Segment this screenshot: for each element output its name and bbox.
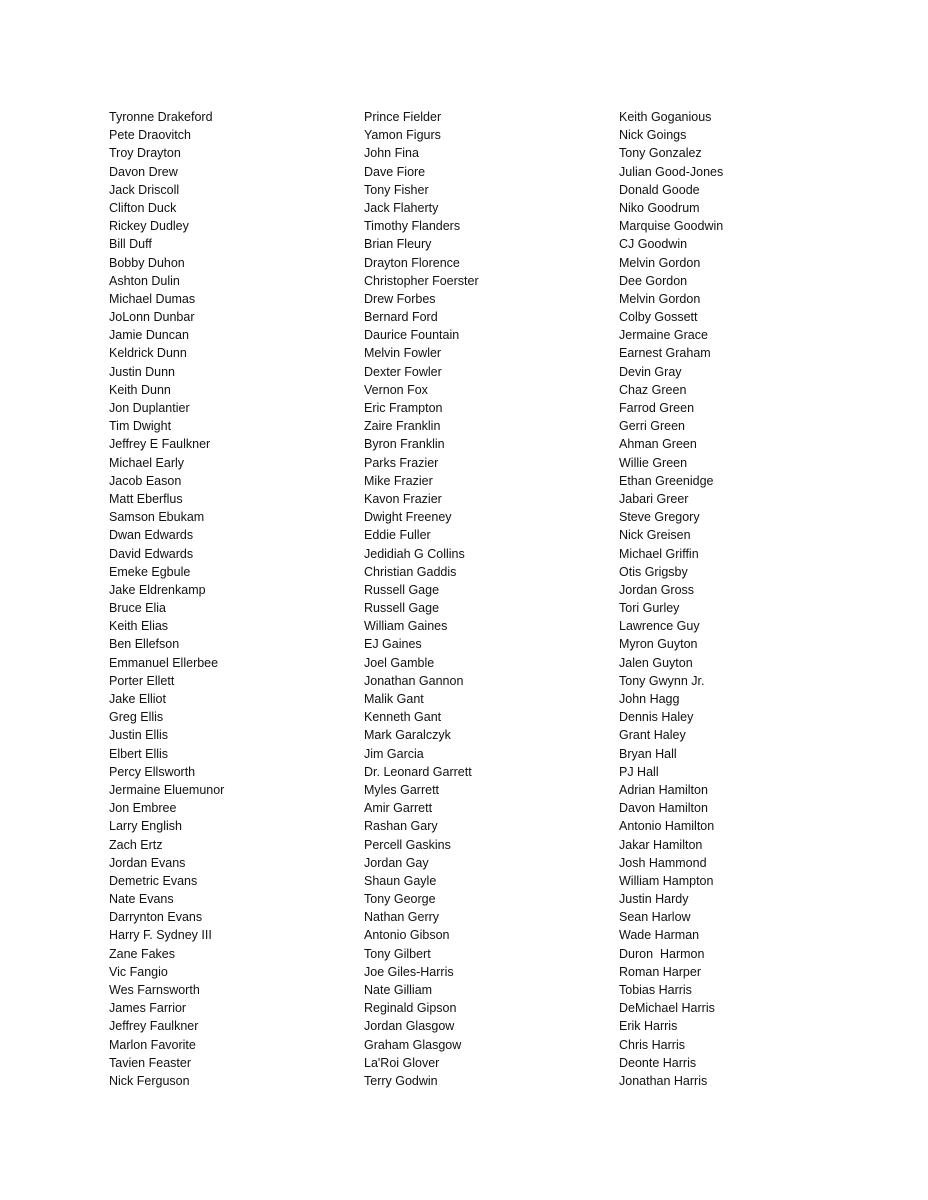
name-entry: Michael Griffin <box>619 546 699 561</box>
name-entry: Keith Dunn <box>109 382 171 397</box>
name-entry: Tyronne Drakeford <box>109 110 213 124</box>
name-entry: Terry Godwin <box>364 1073 438 1088</box>
name-entry: Tony Gonzalez <box>619 146 702 161</box>
name-entry: Keldrick Dunn <box>109 346 187 361</box>
name-entry: Nathan Gerry <box>364 910 440 925</box>
name-entry: Marlon Favorite <box>109 1037 196 1052</box>
name-entry: Tobias Harris <box>619 983 692 997</box>
name-entry: Darrynton Evans <box>109 910 203 925</box>
name-entry: Ahman Green <box>619 437 697 452</box>
name-entry: John Hagg <box>619 692 680 706</box>
name-entry: EJ Gaines <box>364 637 422 652</box>
name-entry: Reginald Gipson <box>364 1001 457 1016</box>
name-entry: JoLonn Dunbar <box>109 310 195 325</box>
name-entry: Kavon Frazier <box>364 491 442 506</box>
name-entry: Davon Hamilton <box>619 801 708 816</box>
name-entry: Antonio Gibson <box>364 928 450 943</box>
name-entry: Roman Harper <box>619 964 701 979</box>
name-entry: Jedidiah G Collins <box>364 546 465 561</box>
name-entry: Zane Fakes <box>109 946 176 961</box>
name-entry: Zaire Franklin <box>364 419 441 434</box>
name-entry: Dee Gordon <box>619 273 688 288</box>
name-entry: Jordan Evans <box>109 855 186 870</box>
name-entry: Marquise Goodwin <box>619 219 724 234</box>
name-entry: Tony George <box>364 892 436 907</box>
name-entry: Pete Draovitch <box>109 128 191 143</box>
name-entry: Elbert Ellis <box>109 746 169 761</box>
name-entry: Tony Gilbert <box>364 946 431 961</box>
name-entry: Chris Harris <box>619 1037 685 1052</box>
name-entry: Demetric Evans <box>109 873 198 888</box>
name-entry: Mark Garalczyk <box>364 728 451 743</box>
name-entry: Jonathan Gannon <box>364 673 464 688</box>
name-entry: Antonio Hamilton <box>619 819 715 834</box>
name-entry: Greg Ellis <box>109 710 164 725</box>
name-entry: Vernon Fox <box>364 382 428 397</box>
name-entry: Drayton Florence <box>364 255 460 270</box>
name-entry: Devin Gray <box>619 364 682 379</box>
name-entry: Julian Good-Jones <box>619 164 724 179</box>
name-entry: Christopher Foerster <box>364 273 479 288</box>
name-entry: Bryan Hall <box>619 746 677 761</box>
name-entry: Chaz Green <box>619 382 687 397</box>
name-entry: Donald Goode <box>619 182 700 197</box>
name-entry: Otis Grigsby <box>619 564 688 579</box>
name-entry: Jonathan Harris <box>619 1073 708 1088</box>
name-entry: Dennis Haley <box>619 710 694 725</box>
name-entry: Eddie Fuller <box>364 528 431 543</box>
name-entry: Ethan Greenidge <box>619 473 714 488</box>
name-entry: Drew Forbes <box>364 291 436 306</box>
name-entry: Wade Harman <box>619 928 700 943</box>
name-entry: Jamie Duncan <box>109 328 189 343</box>
name-entry: James Farrior <box>109 1001 187 1016</box>
name-entry: Larry English <box>109 819 182 834</box>
name-entry: Tony Fisher <box>364 182 429 197</box>
name-column-1 <box>109 108 349 1090</box>
name-entry: Nick Greisen <box>619 528 691 543</box>
name-entry: Samson Ebukam <box>109 510 205 525</box>
name-entry: Joel Gamble <box>364 655 435 670</box>
name-entry: Jalen Guyton <box>619 655 693 670</box>
name-entry: Zach Ertz <box>109 837 163 852</box>
name-entry: Adrian Hamilton <box>619 782 708 797</box>
name-entry: Dave Fiore <box>364 164 426 179</box>
name-entry: Myron Guyton <box>619 637 698 652</box>
name-entry: Jakar Hamilton <box>619 837 703 852</box>
name-entry: Dr. Leonard Garrett <box>364 764 472 779</box>
name-entry: Jake Elliot <box>109 692 166 706</box>
name-entry: La'Roi Glover <box>364 1055 440 1070</box>
name-entry: Justin Dunn <box>109 364 176 379</box>
name-entry: Timothy Flanders <box>364 219 461 234</box>
name-entry: Josh Hammond <box>619 855 707 870</box>
name-entry: William Hampton <box>619 873 714 888</box>
name-entry: Jon Duplantier <box>109 401 190 415</box>
name-entry: Mike Frazier <box>364 473 433 488</box>
name-entry: Jake Eldrenkamp <box>109 582 206 597</box>
name-entry: Russell Gage <box>364 582 440 597</box>
name-entry: Bill Duff <box>109 237 152 252</box>
name-entry: Lawrence Guy <box>619 619 700 634</box>
name-entry: Nate Gilliam <box>364 983 433 997</box>
name-entry: Jack Flaherty <box>364 200 439 215</box>
name-entry: Clifton Duck <box>109 200 177 215</box>
name-entry: Jordan Glasgow <box>364 1019 455 1034</box>
name-entry: Deonte Harris <box>619 1055 697 1070</box>
name-entry: Byron Franklin <box>364 437 445 452</box>
name-entry: Malik Gant <box>364 692 424 706</box>
name-entry: Troy Drayton <box>109 146 181 161</box>
name-entry: Tori Gurley <box>619 601 680 616</box>
name-entry: Michael Dumas <box>109 291 196 306</box>
name-entry: Jordan Gross <box>619 582 695 597</box>
name-entry: Dwan Edwards <box>109 528 194 543</box>
name-entry: Davon Drew <box>109 164 178 179</box>
name-entry: Erik Harris <box>619 1019 678 1034</box>
name-entry: Jacob Eason <box>109 473 182 488</box>
name-entry: Graham Glasgow <box>364 1037 462 1052</box>
name-entry: Ashton Dulin <box>109 273 180 288</box>
name-entry: Jermaine Eluemunor <box>109 782 225 797</box>
name-entry: Willie Green <box>619 455 688 470</box>
name-entry: Matt Eberflus <box>109 491 183 506</box>
name-entry: Amir Garrett <box>364 801 433 816</box>
name-entry: Vic Fangio <box>109 964 168 979</box>
name-entry: Jeffrey E Faulkner <box>109 437 211 452</box>
name-entry: Tony Gwynn Jr. <box>619 673 705 688</box>
name-entry: Jon Embree <box>109 801 177 816</box>
name-entry: Jabari Greer <box>619 491 689 506</box>
name-entry: Nate Evans <box>109 892 174 907</box>
name-entry: Gerri Green <box>619 419 685 434</box>
name-entry: Justin Ellis <box>109 728 169 743</box>
name-entry: Joe Giles-Harris <box>364 964 454 979</box>
name-entry: Melvin Fowler <box>364 346 442 361</box>
name-column-2 <box>364 108 604 1090</box>
name-entry: Colby Gossett <box>619 310 698 325</box>
name-entry: Nick Goings <box>619 128 687 143</box>
name-entry: Jermaine Grace <box>619 328 708 343</box>
name-entry: Harry F. Sydney III <box>109 928 212 943</box>
name-entry: Percy Ellsworth <box>109 764 196 779</box>
name-entry: Rickey Dudley <box>109 219 189 234</box>
name-entry: William Gaines <box>364 619 448 634</box>
name-entry: Farrod Green <box>619 401 695 415</box>
name-entry: Prince Fielder <box>364 110 442 124</box>
name-entry: Porter Ellett <box>109 673 175 688</box>
name-entry: Bruce Elia <box>109 601 166 616</box>
name-entry: Christian Gaddis <box>364 564 457 579</box>
name-entry: Jim Garcia <box>364 746 424 761</box>
name-entry: Grant Haley <box>619 728 686 743</box>
name-entry: Bobby Duhon <box>109 255 185 270</box>
name-entry: Rashan Gary <box>364 819 438 834</box>
name-entry: Keith Goganious <box>619 110 712 124</box>
name-entry: Melvin Gordon <box>619 255 701 270</box>
name-entry: DeMichael Harris <box>619 1001 715 1016</box>
name-entry: Bernard Ford <box>364 310 438 325</box>
name-entry: Parks Frazier <box>364 455 439 470</box>
name-entry: Emmanuel Ellerbee <box>109 655 219 670</box>
name-entry: Jack Driscoll <box>109 182 180 197</box>
name-entry: Shaun Gayle <box>364 873 437 888</box>
name-entry: Tavien Feaster <box>109 1055 191 1070</box>
name-entry: Steve Gregory <box>619 510 700 525</box>
name-entry: Emeke Egbule <box>109 564 191 579</box>
name-entry: Melvin Gordon <box>619 291 701 306</box>
name-entry: Ben Ellefson <box>109 637 180 652</box>
name-entry: Yamon Figurs <box>364 128 441 143</box>
name-column-3 <box>619 108 859 1090</box>
name-entry: Justin Hardy <box>619 892 689 907</box>
name-entry: Keith Elias <box>109 619 169 634</box>
name-entry: Nick Ferguson <box>109 1073 190 1088</box>
name-entry: David Edwards <box>109 546 194 561</box>
name-entry: Earnest Graham <box>619 346 711 361</box>
name-entry: Jeffrey Faulkner <box>109 1019 199 1034</box>
name-entry: Kenneth Gant <box>364 710 442 725</box>
name-entry: Jordan Gay <box>364 855 429 870</box>
name-entry: Tim Dwight <box>109 419 172 434</box>
name-entry: John Fina <box>364 146 419 161</box>
name-entry: Daurice Fountain <box>364 328 460 343</box>
name-entry: Eric Frampton <box>364 401 443 415</box>
name-entry: PJ Hall <box>619 764 659 779</box>
name-entry: Percell Gaskins <box>364 837 451 852</box>
name-entry: Brian Fleury <box>364 237 432 252</box>
name-entry: Myles Garrett <box>364 782 440 797</box>
name-entry: Michael Early <box>109 455 185 470</box>
name-entry: CJ Goodwin <box>619 237 688 252</box>
name-entry: Niko Goodrum <box>619 200 700 215</box>
name-entry: Sean Harlow <box>619 910 691 925</box>
name-entry: Duron Harmon <box>619 946 705 961</box>
name-entry: Dwight Freeney <box>364 510 452 525</box>
name-entry: Wes Farnsworth <box>109 983 200 997</box>
name-entry: Dexter Fowler <box>364 364 442 379</box>
name-entry: Russell Gage <box>364 601 440 616</box>
